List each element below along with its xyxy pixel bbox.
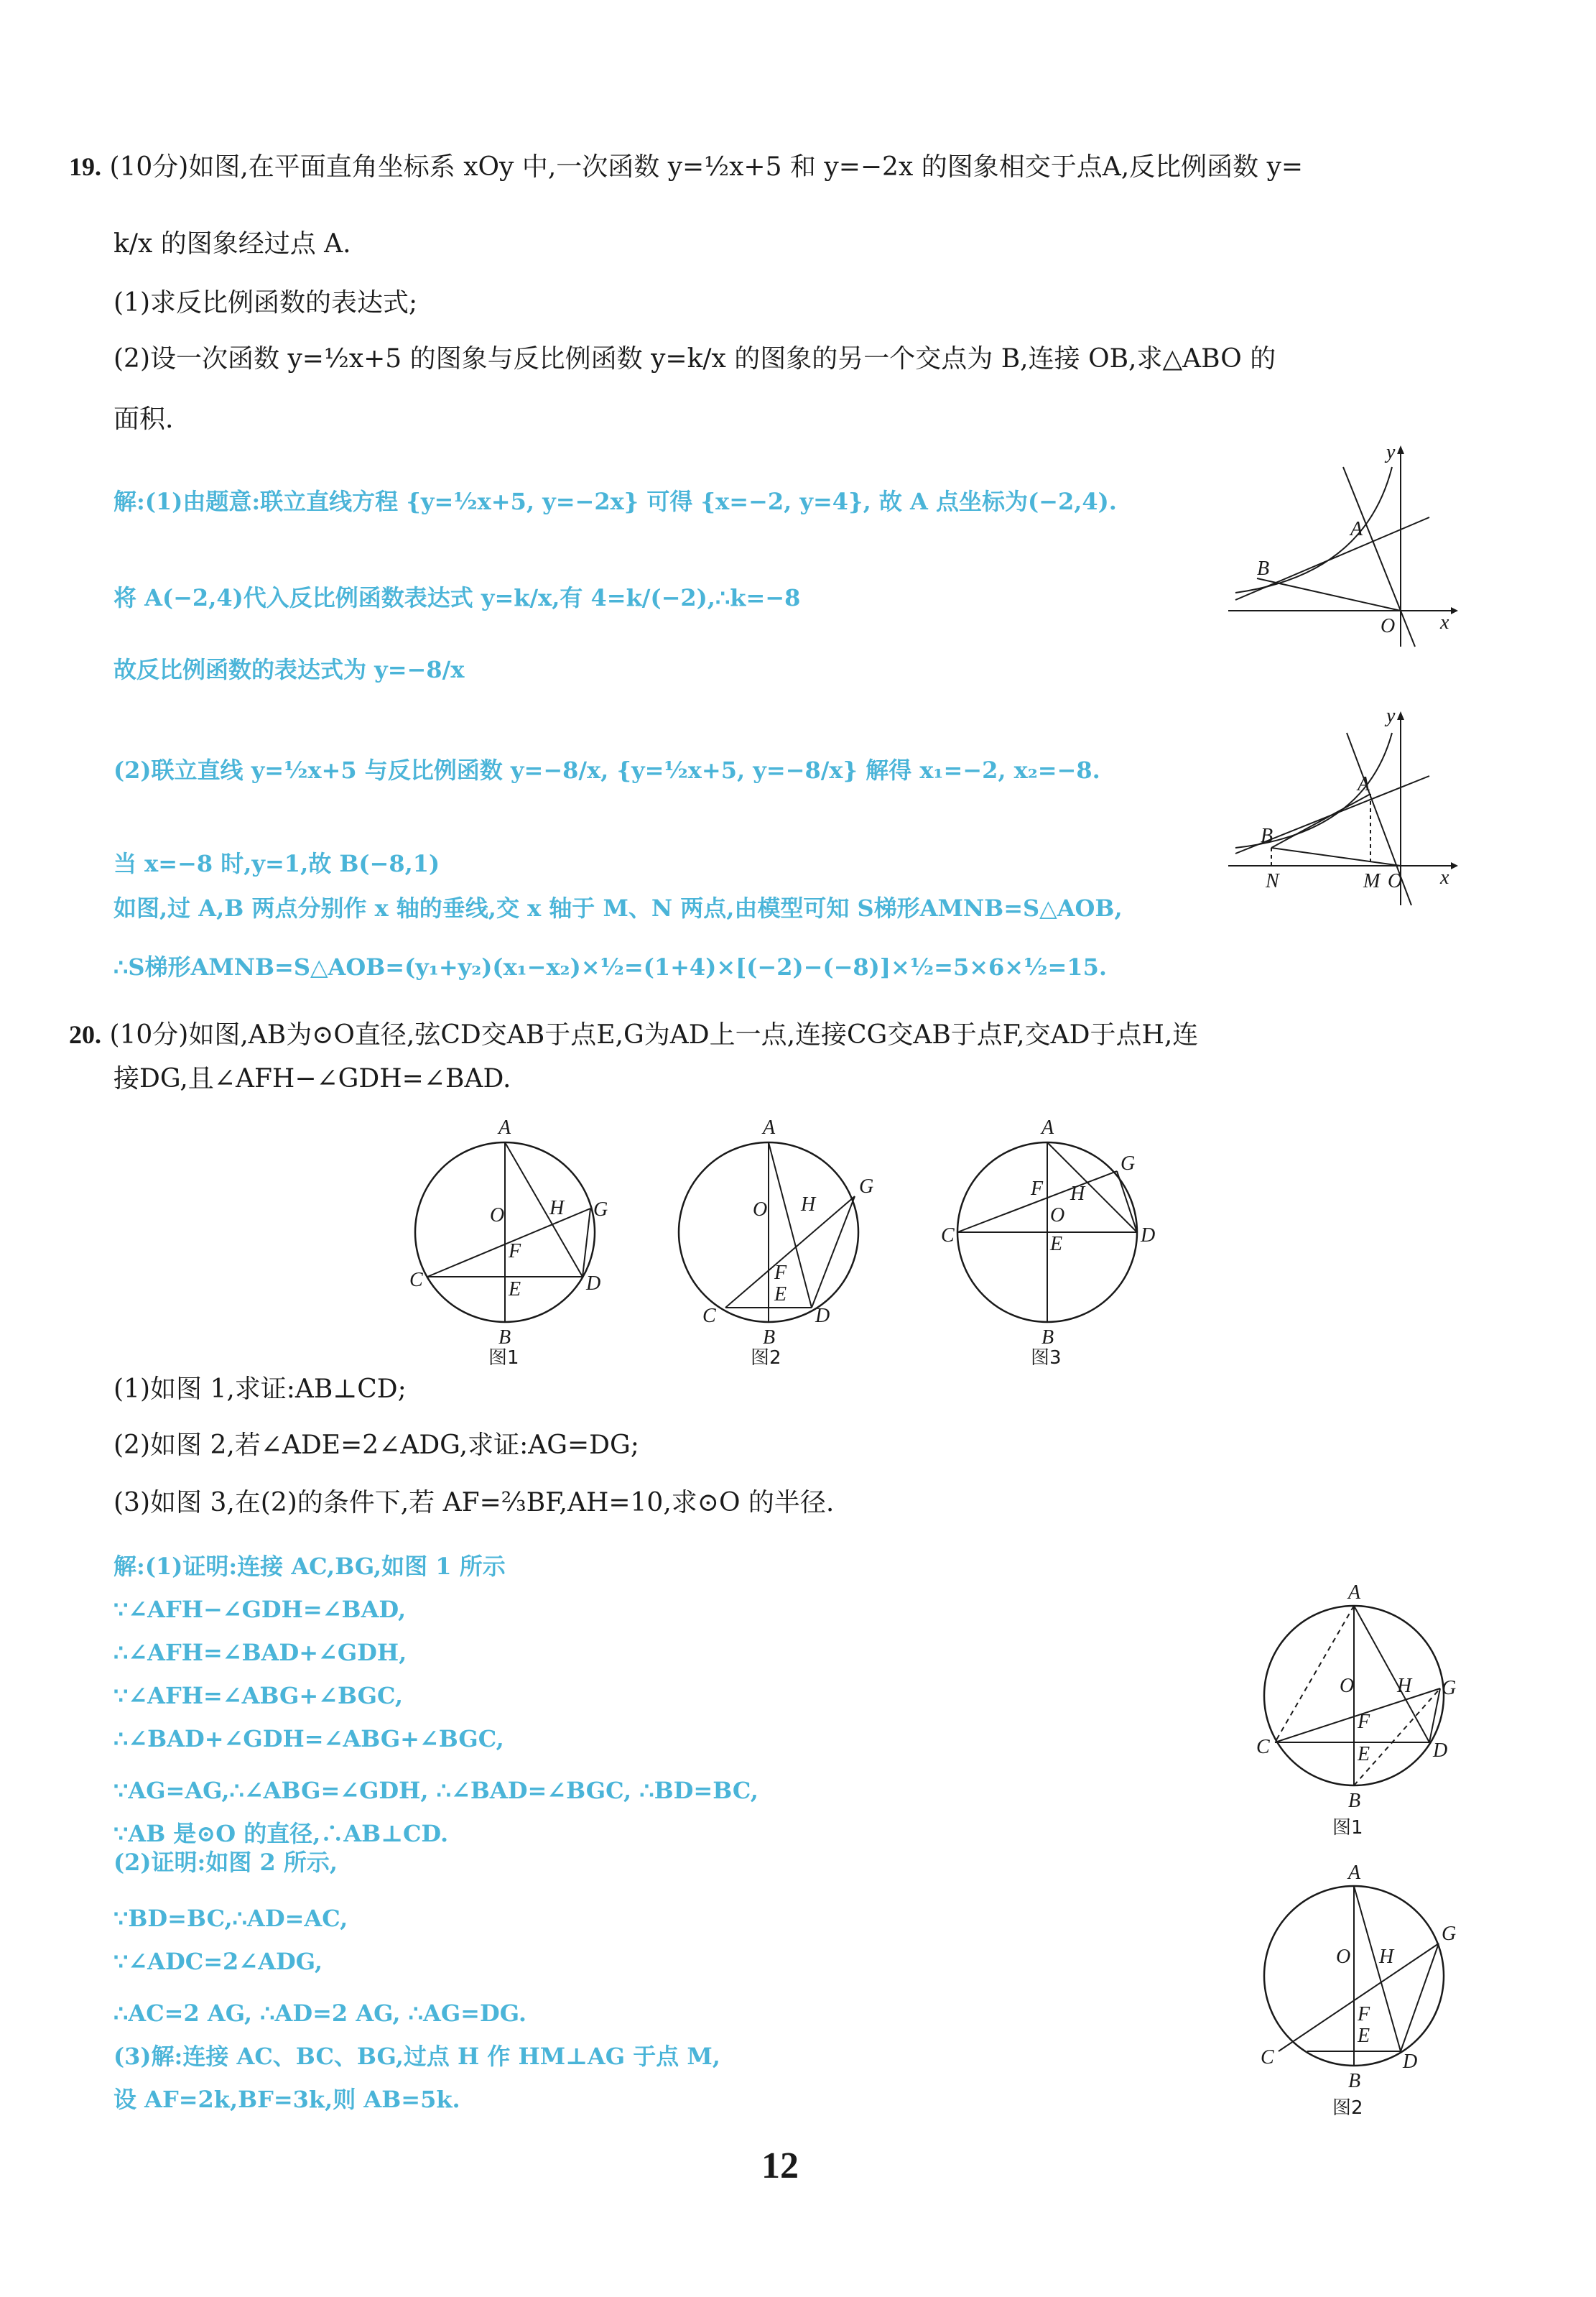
fig3-label-F: F — [1031, 1178, 1044, 1200]
q20-figure-2 — [675, 1106, 891, 1365]
q19-sol5: 当 x=−8 时,y=1,故 B(−8,1) — [113, 850, 440, 877]
q20-figure-3 — [941, 1106, 1156, 1365]
q20-s3: ∴∠AFH=∠BAD+∠GDH, — [113, 1639, 407, 1666]
sfig1-label-O: O — [1340, 1675, 1355, 1697]
q20-s5: ∴∠BAD+∠GDH=∠ABG+∠BGC, — [113, 1725, 504, 1752]
graph2-label-O: O — [1388, 870, 1403, 892]
q19-line1 — [69, 151, 1303, 183]
sfig1-label-C: C — [1256, 1736, 1270, 1758]
q20-s1: 解:(1)证明:连接 AC,BG,如图 1 所示 — [113, 1553, 506, 1580]
q20-s7: ∵AB 是⊙O 的直径,∴AB⊥CD. — [113, 1820, 449, 1847]
q19-line2: k/x 的图象经过点 A. — [113, 229, 351, 259]
solution-figure-1 — [1246, 1581, 1462, 1847]
q20-s9: ∵BD=BC,∴AD=AC, — [113, 1905, 348, 1932]
q20-line2: 接DG,且∠AFH−∠GDH=∠BAD. — [113, 1064, 511, 1094]
graph2-label-N: N — [1266, 870, 1279, 892]
fig3-label-D: D — [1141, 1224, 1156, 1247]
q19-sol1: 解:(1)由题意:联立直线方程 {y=½x+5, y=−2x} 可得 {x=−2, y=4}, 故 A 点坐标为(−2,4). — [113, 488, 1117, 515]
sfig2-label-C: C — [1261, 2046, 1274, 2069]
graph2-label-B: B — [1261, 825, 1273, 847]
fig3-caption: 图3 — [1031, 1347, 1062, 1365]
fig2-label-O: O — [753, 1198, 768, 1221]
sfig2-caption: 图2 — [1332, 2097, 1363, 2119]
fig2-label-B: B — [763, 1326, 776, 1349]
sfig1-label-G: G — [1442, 1677, 1457, 1699]
q20-s13: 设 AF=2k,BF=3k,则 AB=5k. — [113, 2086, 460, 2113]
fig2-label-F: F — [774, 1262, 787, 1284]
fig1-label-C: C — [409, 1269, 423, 1291]
sfig1-label-E: E — [1358, 1743, 1370, 1765]
graph1-label-O: O — [1381, 615, 1396, 637]
fig1-label-F: F — [509, 1240, 521, 1262]
fig1-label-B: B — [498, 1326, 511, 1349]
fig2-label-D: D — [815, 1305, 830, 1327]
q19-graph-1 — [1221, 438, 1465, 654]
fig2-label-C: C — [702, 1305, 716, 1327]
q20-part2: (2)如图 2,若∠ADE=2∠ADG,求证:AG=DG; — [113, 1431, 639, 1460]
q20-s12: (3)解:连接 AC、BC、BG,过点 H 作 HM⊥AG 于点 M, — [113, 2043, 720, 2070]
sfig1-label-F: F — [1358, 1711, 1370, 1733]
q20-part3: (3)如图 3,在(2)的条件下,若 AF=⅔BF,AH=10,求⊙O 的半径. — [113, 1488, 835, 1517]
page-number: 12 — [761, 2145, 799, 2186]
q20-s11: ∴AC=2 AG, ∴AD=2 AG, ∴AG=DG. — [113, 2000, 527, 2027]
q19-part1: (1)求反比例函数的表达式; — [113, 288, 418, 318]
q20-figure-1 — [402, 1106, 618, 1365]
sfig2-label-E: E — [1358, 2025, 1370, 2047]
q20-line1 — [69, 1019, 1198, 1051]
fig2-label-A: A — [763, 1117, 776, 1139]
q20-s4: ∵∠AFH=∠ABG+∠BGC, — [113, 1682, 404, 1709]
q20-s10: ∵∠ADC=2∠ADG, — [113, 1948, 323, 1975]
sfig2-label-B: B — [1348, 2070, 1361, 2092]
q20-part1: (1)如图 1,求证:AB⊥CD; — [113, 1374, 407, 1404]
graph2-label-M: M — [1363, 870, 1381, 892]
fig2-label-G: G — [859, 1175, 874, 1198]
q19-graph-2 — [1221, 704, 1465, 912]
sfig2-label-F: F — [1358, 2003, 1370, 2025]
fig1-label-D: D — [586, 1272, 601, 1295]
graph1-label-x: x — [1440, 611, 1449, 634]
fig2-caption: 图2 — [751, 1347, 781, 1365]
graph2-label-A: A — [1358, 773, 1370, 795]
fig3-label-B: B — [1041, 1326, 1054, 1349]
q19-part2b: 面积. — [113, 405, 174, 434]
sfig1-label-H: H — [1397, 1675, 1412, 1697]
q19-number: 19. — [69, 152, 101, 181]
graph2-label-y: y — [1386, 705, 1396, 727]
fig3-label-E: E — [1050, 1233, 1063, 1255]
graph2-label-x: x — [1440, 866, 1449, 889]
solution-figure-2 — [1246, 1861, 1462, 2127]
q20-number: 20. — [69, 1020, 101, 1049]
fig2-label-E: E — [774, 1283, 787, 1305]
fig3-label-C: C — [941, 1224, 955, 1247]
sfig1-label-D: D — [1433, 1739, 1448, 1762]
q19-sol7: ∴S梯形AMNB=S△AOB=(y₁+y₂)(x₁−x₂)×½=(1+4)×[(−2)−(−8)]×½=5×6×½=15. — [113, 953, 1107, 981]
sfig1-caption: 图1 — [1332, 1817, 1363, 1839]
sfig2-label-O: O — [1336, 1946, 1351, 1968]
fig2-label-H: H — [801, 1193, 816, 1216]
q20-text-1: (10分)如图,AB为⊙O直径,弦CD交AB于点E,G为AD上一点,连接CG交AB于点F,交AD于点H,连 — [109, 1020, 1199, 1050]
q19-sol6: 如图,过 A,B 两点分别作 x 轴的垂线,交 x 轴于 M、N 两点,由模型可知 S梯形AMNB=S△AOB, — [113, 895, 1123, 922]
sfig2-label-H: H — [1379, 1946, 1394, 1968]
sfig2-label-A: A — [1348, 1862, 1361, 1884]
q19-text-1: (10分)如图,在平面直角坐标系 xOy 中,一次函数 y=½x+5 和 y=−2x 的图象相交于点A,反比例函数 y= — [109, 152, 1304, 182]
q19-sol3: 故反比例函数的表达式为 y=−8/x — [113, 656, 465, 683]
fig1-label-G: G — [593, 1198, 608, 1221]
sfig2-label-D: D — [1403, 2051, 1418, 2073]
sfig1-label-B: B — [1348, 1790, 1361, 1812]
q20-s8: (2)证明:如图 2 所示, — [113, 1849, 338, 1876]
fig3-label-G: G — [1121, 1152, 1136, 1175]
q20-s2: ∵∠AFH−∠GDH=∠BAD, — [113, 1596, 407, 1623]
fig1-label-E: E — [509, 1278, 521, 1300]
fig1-label-H: H — [549, 1197, 565, 1219]
graph1-label-B: B — [1257, 558, 1270, 580]
fig3-label-O: O — [1050, 1204, 1065, 1226]
sfig2-label-G: G — [1442, 1923, 1457, 1945]
fig1-label-A: A — [498, 1117, 511, 1139]
q19-sol2: 将 A(−2,4)代入反比例函数表达式 y=k/x,有 4=k/(−2),∴k=−8 — [113, 584, 801, 611]
sfig1-label-A: A — [1348, 1581, 1361, 1604]
graph1-label-A: A — [1350, 518, 1363, 540]
q19-part2a: (2)设一次函数 y=½x+5 的图象与反比例函数 y=k/x 的图象的另一个交点为 B,连接 OB,求△ABO 的 — [113, 344, 1276, 374]
fig3-label-H: H — [1070, 1183, 1085, 1205]
fig1-caption: 图1 — [488, 1347, 519, 1365]
q20-s6: ∵AG=AG,∴∠ABG=∠GDH, ∴∠BAD=∠BGC, ∴BD=BC, — [113, 1777, 758, 1804]
fig1-label-O: O — [490, 1204, 505, 1226]
graph1-label-y: y — [1386, 441, 1396, 463]
fig3-label-A: A — [1041, 1117, 1054, 1139]
q19-sol4: (2)联立直线 y=½x+5 与反比例函数 y=−8/x, {y=½x+5, y=−8/x} 解得 x₁=−2, x₂=−8. — [113, 757, 1100, 784]
